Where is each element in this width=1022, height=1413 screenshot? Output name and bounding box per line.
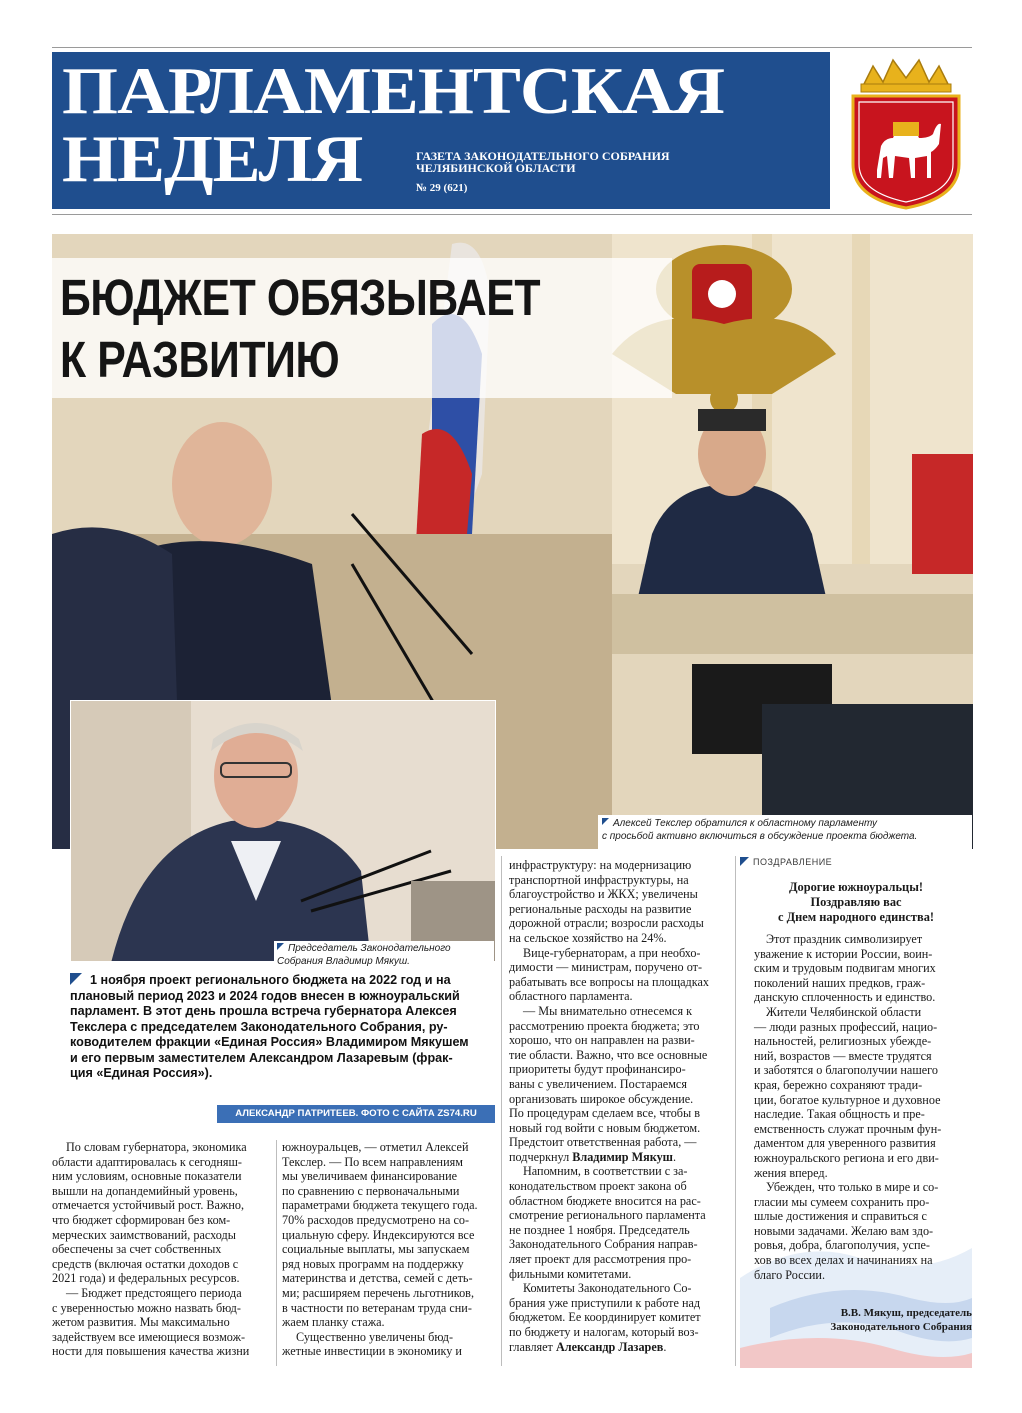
text-fragment: . (672, 1149, 677, 1164)
text-line: региональные расходы на развитие (509, 901, 692, 916)
text-line: ваны с увеличением. Постараемся (509, 1076, 687, 1091)
top-rule (52, 47, 972, 48)
inset-photo-caption (274, 941, 494, 973)
text-line (509, 1150, 731, 1165)
text-line: ровья, добра, благополучия, успе- (754, 1238, 930, 1253)
text-line: вышли на допандемийный уровень, (52, 1183, 238, 1198)
article-column-1 (52, 1140, 272, 1359)
text-line: Убежден, что только в мире и со- (766, 1180, 939, 1195)
greeting-label-text: ПОЗДРАВЛЕНИЕ (753, 857, 833, 867)
article-column-2 (282, 1140, 494, 1359)
text-line: по бюджету и налогам, который воз- (509, 1325, 699, 1339)
lead-paragraph (70, 973, 495, 1082)
text-line: фильными комитетами. (509, 1266, 632, 1281)
text-line: благо России. (754, 1267, 826, 1282)
greeting-signature (754, 1306, 972, 1334)
text-line: ряд новых программ на поддержку (282, 1256, 464, 1271)
person-name: Александр Лазарев (555, 1339, 664, 1354)
text-line: рассмотрению проекта бюджета; это (509, 1018, 700, 1033)
lead-line: плановый период 2023 и 2024 годов внесен в южноуральский (70, 988, 460, 1003)
text-line: ним условиям, основные показатели (52, 1169, 242, 1184)
newspaper-title-line2: НЕДЕЛЯ (62, 122, 363, 196)
text-line: даментом для уверенного развития (754, 1136, 936, 1151)
text-line: Жители Челябинской области (766, 1004, 922, 1019)
text-line: рабатывать все вопросы на площадках (509, 974, 709, 989)
text-line: Комитеты Законодательного Со- (523, 1281, 692, 1296)
greeting-title-line1: Дорогие южноуральцы! (788, 880, 923, 894)
text-line: ний, возрастов — вместе трудятся (754, 1048, 932, 1063)
text-line: средств (включая остатки доходов с (52, 1256, 239, 1271)
text-line: Вице-губернаторам, а при необхо- (523, 945, 701, 960)
greeting-title-line3: с Днем народного единства! (777, 910, 935, 924)
text-line: Этот праздник символизирует (766, 932, 923, 946)
caption-marker-icon (277, 943, 284, 950)
text-line: на сельское хозяйство на 24%. (509, 930, 667, 945)
text-line: димости — министрам, поручено от- (509, 960, 703, 975)
text-line: социальные выплаты, мы запускаем (282, 1242, 470, 1257)
lead-line: Текслера с председателем Законодательного Собрания, ру- (70, 1019, 448, 1034)
text-line: нальностей, религиозных убежде- (754, 1034, 932, 1049)
text-line: и заботятся о благополучии нашего (754, 1063, 938, 1078)
inset-photo (70, 700, 496, 962)
text-line: края, бережно сохраняют тради- (754, 1077, 923, 1092)
text-line: жаем планку стажа. (282, 1315, 385, 1330)
signature-line2: Законодательного Собрания (830, 1321, 972, 1333)
column-divider (735, 856, 736, 1366)
main-photo-caption (598, 815, 972, 851)
text-line: жения вперед. (754, 1165, 828, 1180)
text-line: Законодательного Собрания направ- (509, 1237, 698, 1252)
text-line: — Мы внимательно отнесемся к (523, 1003, 693, 1018)
text-line: бюджетом. Ее координирует комитет (509, 1310, 701, 1325)
text-line: жетные инвестиции в экономику и (282, 1344, 462, 1359)
text-line: — Бюджет предстоящего периода (66, 1285, 242, 1300)
text-line: конодательством проект закона об (509, 1179, 687, 1194)
caption-marker-icon (602, 818, 609, 825)
text-line: смотрение регионального парламента (509, 1208, 706, 1223)
text-line: По словам губернатора, экономика (66, 1140, 247, 1154)
text-line: южноуральцев, — отметил Алексей (282, 1140, 469, 1154)
text-line: с уверенностью можно назвать бюд- (52, 1300, 241, 1315)
text-line: — люди разных профессий, нацио- (754, 1019, 938, 1034)
text-line: ности для повышения качества жизни (52, 1344, 250, 1359)
text-line: тие области. Важно, что все основные (509, 1047, 708, 1062)
text-line: областном бюджете вносится на рас- (509, 1193, 701, 1208)
text-line: по сравнению с первоначальными (282, 1183, 460, 1198)
text-line: 70% расходов предусмотрено на со- (282, 1212, 470, 1227)
text-line: хов во всех делах и начинаниях на (754, 1253, 933, 1268)
text-fragment: . (663, 1339, 667, 1354)
newspaper-subtitle (416, 150, 670, 174)
text-line: области адаптировалась к сегодняш- (52, 1154, 242, 1169)
subtitle-line2: ЧЕЛЯБИНСКОЙ ОБЛАСТИ (416, 161, 576, 175)
text-line: Текслер. — По всем направлениям (282, 1154, 463, 1169)
text-line: организовать широкое обсуждение. (509, 1091, 694, 1106)
column-divider (276, 1140, 277, 1366)
greeting-title-line2: Поздравляю вас (810, 895, 902, 909)
inset-caption-line1: Председатель Законодательного (288, 943, 451, 954)
text-line (509, 1340, 731, 1355)
text-line: данскую сплоченность и единство. (754, 990, 936, 1005)
lead-line: 1 ноября проект регионального бюджета на 2022 год и на (90, 973, 451, 987)
text-line: хорошо, что он направлен на разви- (509, 1033, 695, 1048)
text-line: дорожной отрасли; возросли расходы (509, 916, 704, 931)
article-column-3 (509, 858, 731, 1354)
person-name: Владимир Мякуш (572, 1149, 673, 1164)
text-line: гласии мы сумеем сохранить про- (754, 1194, 930, 1209)
text-line: южноуральского региона и его дви- (754, 1150, 939, 1165)
lead-line: и его первым заместителем Александром Лазаревым (фрак- (70, 1050, 453, 1065)
newspaper-title-line1: ПАРЛАМЕНТСКАЯ (62, 54, 725, 128)
headline-line2: К РАЗВИТИЮ (60, 331, 340, 388)
greeting-title (740, 880, 972, 925)
text-line: приоритеты будут профинансиро- (509, 1062, 686, 1077)
main-caption-line1: Алексей Текслер обратился к областному парламенту (613, 818, 878, 829)
lead-line: ководителем фракции «Единая Россия» Владимиром Мякушем (70, 1035, 469, 1049)
main-caption-line2: с просьбой активно включиться в обсуждение проекта бюджета. (602, 830, 918, 842)
text-line: транспортной инфраструктуры, на (509, 872, 689, 887)
subtitle-line1: ГАЗЕТА ЗАКОНОДАТЕЛЬНОГО СОБРАНИЯ (416, 149, 670, 163)
masthead (52, 52, 830, 209)
text-line: шлые достижения и справиться с (754, 1209, 927, 1224)
text-line: материнства и детства, семей с деть- (282, 1271, 473, 1286)
text-line: мерческих заимствований, расходы (52, 1227, 236, 1242)
headline-line1: БЮДЖЕТ ОБЯЗЫВАЕТ (60, 269, 541, 326)
byline: АЛЕКСАНДР ПАТРИТЕЕВ. ФОТО С САЙТА ZS74.RU (217, 1105, 495, 1123)
chelyabinsk-coat-of-arms-icon (845, 52, 967, 212)
text-fragment: подчеркнул (509, 1149, 573, 1164)
text-line: Существенно увеличены бюд- (296, 1329, 454, 1344)
text-line: новый год войти с новым бюджетом. (509, 1120, 701, 1135)
text-line: поколений наших предков, граж- (754, 975, 926, 990)
text-line: ции, богатое культурное и духовное (754, 1092, 941, 1107)
masthead-bottom-rule (52, 214, 972, 215)
greeting-section-label (740, 857, 832, 867)
text-line: Предстоит ответственная работа, — (509, 1135, 697, 1150)
text-line: обеспечены за счет собственных (52, 1242, 222, 1257)
text-line: что бюджет сформирован без ком- (52, 1212, 231, 1227)
lead-line: ция «Единая Россия»). (70, 1066, 213, 1080)
text-line: мы увеличиваем финансирование (282, 1169, 458, 1184)
text-line: жетом развития. Мы максимально (52, 1315, 230, 1330)
text-line: задействуем все имеющиеся возмож- (52, 1329, 246, 1344)
text-line: в частности по ветеранам труда сни- (282, 1300, 472, 1315)
lead-line: парламент. В этот день прошла встреча губернатора Алексея (70, 1004, 457, 1018)
text-line: циальную сферу. Индексируются все (282, 1227, 475, 1242)
column-divider (501, 856, 502, 1366)
signature-line1: В.В. Мякуш, председатель (840, 1307, 972, 1319)
text-line: новыми задачами. Желаю вам здо- (754, 1223, 934, 1238)
text-line: уважение к истории России, воин- (754, 946, 933, 961)
lead-marker-icon (70, 973, 82, 985)
text-line: Напомним, в соответствии с за- (523, 1164, 688, 1179)
text-line: отмечается устойчивый рост. Важно, (52, 1198, 245, 1213)
text-line: ми; расширяем перечень льготников, (282, 1285, 474, 1300)
text-line: брания уже приступили к работе над (509, 1295, 701, 1310)
greeting-body (754, 932, 974, 1282)
text-line: наследие. Такая общность и пре- (754, 1107, 925, 1122)
issue-number: № 29 (621) (416, 182, 468, 194)
text-line: 2021 года) и федеральных ресурсов. (52, 1271, 240, 1286)
text-line: областного парламента. (509, 989, 633, 1004)
inset-caption-line2: Собрания Владимир Мякуш. (277, 955, 410, 967)
section-marker-icon (740, 857, 749, 866)
text-line: не позднее 1 ноября. Председатель (509, 1222, 690, 1237)
text-line: ским и трудовым подвигам многих (754, 961, 936, 976)
text-line: емственность служат прочным фун- (754, 1121, 942, 1136)
text-line: инфраструктуру: на модернизацию (509, 858, 692, 872)
text-fragment: главляет (509, 1339, 556, 1354)
text-line: благоустройство и ЖКХ; увеличены (509, 887, 698, 902)
text-line: параметрами бюджета текущего года. (282, 1198, 478, 1213)
text-line: ляет проект для рассмотрения про- (509, 1252, 692, 1267)
text-line: По процедурам сделаем все, чтобы в (509, 1106, 700, 1121)
